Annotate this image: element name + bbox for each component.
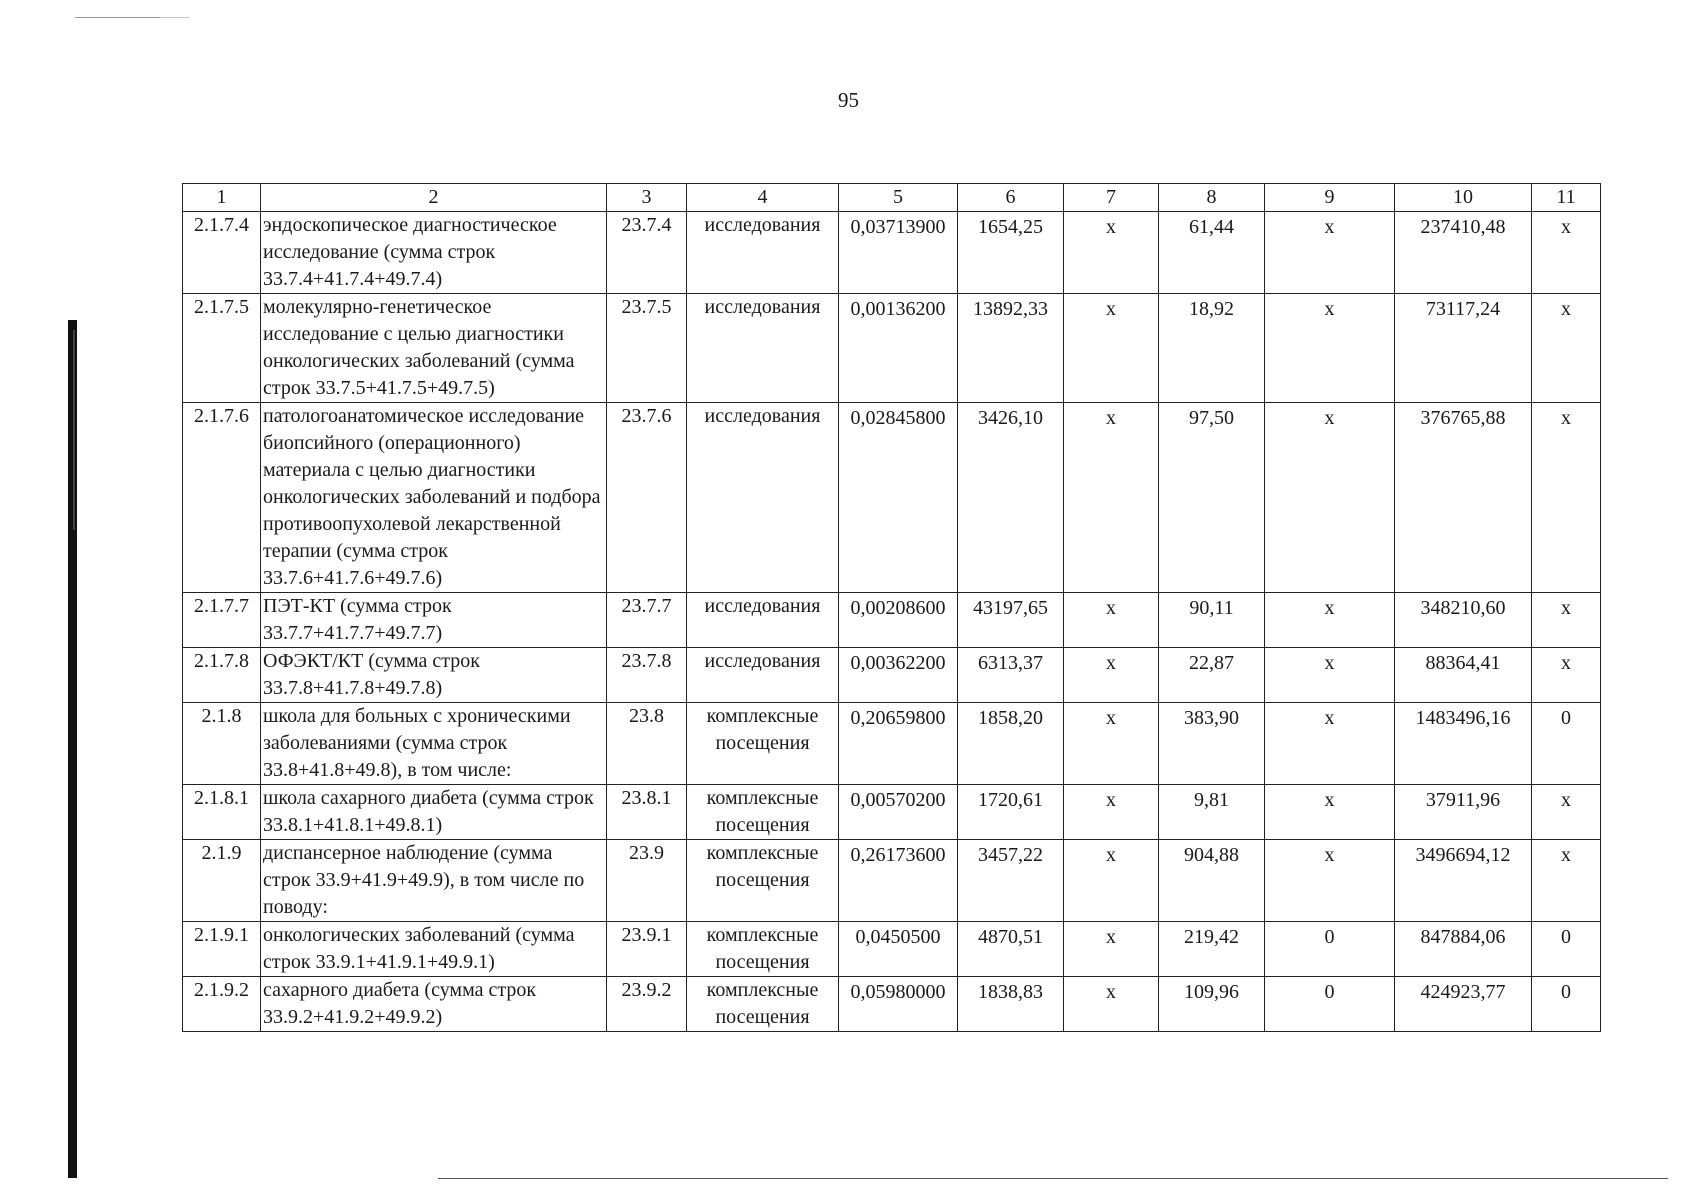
indicator-name-cell: школа для больных с хроническими заболеваниями (сумма строк 33.8+41.8+49.8), в том числе: — [261, 703, 607, 785]
col8-cell: 90,11 — [1159, 593, 1265, 648]
col7-cell: х — [1064, 840, 1159, 922]
col10-cell: 1483496,16 — [1395, 703, 1532, 785]
col7-cell: х — [1064, 593, 1159, 648]
col10-cell: 3496694,12 — [1395, 840, 1532, 922]
header-cell: 5 — [839, 184, 958, 212]
line-code-cell: 23.8.1 — [607, 785, 687, 840]
header-cell: 1 — [183, 184, 261, 212]
col9-cell: х — [1265, 648, 1395, 703]
row-number-cell: 2.1.7.5 — [183, 294, 261, 403]
col9-cell: х — [1265, 294, 1395, 403]
col7-cell: х — [1064, 922, 1159, 977]
volume-cell: 0,0450500 — [839, 922, 958, 977]
line-code-cell: 23.8 — [607, 703, 687, 785]
cost-cell: 3426,10 — [958, 403, 1064, 593]
col9-cell: х — [1265, 593, 1395, 648]
indicator-name-cell: школа сахарного диабета (сумма строк 33.8.1+41.8.1+49.8.1) — [261, 785, 607, 840]
col10-cell: 847884,06 — [1395, 922, 1532, 977]
row-number-cell: 2.1.7.7 — [183, 593, 261, 648]
header-cell: 4 — [687, 184, 839, 212]
volume-cell: 0,02845800 — [839, 403, 958, 593]
table-row — [183, 785, 1601, 840]
unit-cell: исследования — [687, 648, 839, 703]
volume-cell: 0,00362200 — [839, 648, 958, 703]
cost-cell: 43197,65 — [958, 593, 1064, 648]
col9-cell: х — [1265, 703, 1395, 785]
header-cell: 11 — [1532, 184, 1601, 212]
col7-cell: х — [1064, 703, 1159, 785]
line-code-cell: 23.9 — [607, 840, 687, 922]
line-code-cell: 23.7.6 — [607, 403, 687, 593]
volume-cell: 0,20659800 — [839, 703, 958, 785]
header-cell: 9 — [1265, 184, 1395, 212]
table-row — [183, 403, 1601, 593]
col7-cell: х — [1064, 785, 1159, 840]
unit-cell: исследования — [687, 403, 839, 593]
col11-cell: 0 — [1532, 922, 1601, 977]
row-number-cell: 2.1.9.2 — [183, 977, 261, 1032]
header-cell: 7 — [1064, 184, 1159, 212]
scan-bottom-line — [438, 1178, 1668, 1179]
col8-cell: 383,90 — [1159, 703, 1265, 785]
col11-cell: х — [1532, 212, 1601, 294]
header-cell: 3 — [607, 184, 687, 212]
indicator-name-cell: молекулярно-генетическое исследование с целью диагностики онкологических заболеваний (сумма строк 33.7.5+41.7.5+49.7.5) — [261, 294, 607, 403]
table-row — [183, 294, 1601, 403]
unit-cell: исследования — [687, 294, 839, 403]
header-cell: 8 — [1159, 184, 1265, 212]
cost-cell: 3457,22 — [958, 840, 1064, 922]
col9-cell: х — [1265, 840, 1395, 922]
indicator-name-cell: диспансерное наблюдение (сумма строк 33.9+41.9+49.9), в том числе по поводу: — [261, 840, 607, 922]
volume-cell: 0,26173600 — [839, 840, 958, 922]
table-row — [183, 212, 1601, 294]
line-code-cell: 23.7.8 — [607, 648, 687, 703]
unit-cell: комплексные посещения — [687, 703, 839, 785]
unit-cell: исследования — [687, 593, 839, 648]
volume-cell: 0,00208600 — [839, 593, 958, 648]
cost-cell: 13892,33 — [958, 294, 1064, 403]
header-cell: 2 — [261, 184, 607, 212]
row-number-cell: 2.1.7.6 — [183, 403, 261, 593]
volume-cell: 0,05980000 — [839, 977, 958, 1032]
row-number-cell: 2.1.8 — [183, 703, 261, 785]
col11-cell: х — [1532, 403, 1601, 593]
table-row — [183, 648, 1601, 703]
line-code-cell: 23.7.7 — [607, 593, 687, 648]
col8-cell: 9,81 — [1159, 785, 1265, 840]
cost-cell: 1654,25 — [958, 212, 1064, 294]
indicator-name-cell: ОФЭКТ/КТ (сумма строк 33.7.8+41.7.8+49.7.8) — [261, 648, 607, 703]
cost-cell: 1858,20 — [958, 703, 1064, 785]
col9-cell: 0 — [1265, 977, 1395, 1032]
unit-cell: комплексные посещения — [687, 977, 839, 1032]
row-number-cell: 2.1.9 — [183, 840, 261, 922]
col8-cell: 22,87 — [1159, 648, 1265, 703]
volume-cell: 0,03713900 — [839, 212, 958, 294]
volume-cell: 0,00136200 — [839, 294, 958, 403]
col7-cell: х — [1064, 977, 1159, 1032]
page-number: 95 — [838, 88, 859, 112]
col11-cell: х — [1532, 785, 1601, 840]
scan-artifact-top-faint — [160, 17, 190, 18]
col8-cell: 904,88 — [1159, 840, 1265, 922]
col7-cell: х — [1064, 403, 1159, 593]
col10-cell: 424923,77 — [1395, 977, 1532, 1032]
indicator-name-cell: эндоскопическое диагностическое исследование (сумма строк 33.7.4+41.7.4+49.7.4) — [261, 212, 607, 294]
cost-cell: 1838,83 — [958, 977, 1064, 1032]
col11-cell: 0 — [1532, 703, 1601, 785]
col9-cell: х — [1265, 212, 1395, 294]
row-number-cell: 2.1.7.4 — [183, 212, 261, 294]
row-number-cell: 2.1.7.8 — [183, 648, 261, 703]
col7-cell: х — [1064, 294, 1159, 403]
table-row — [183, 977, 1601, 1032]
unit-cell: комплексные посещения — [687, 922, 839, 977]
col10-cell: 37911,96 — [1395, 785, 1532, 840]
col10-cell: 237410,48 — [1395, 212, 1532, 294]
header-row — [183, 184, 1601, 212]
col7-cell: х — [1064, 648, 1159, 703]
col8-cell: 61,44 — [1159, 212, 1265, 294]
col11-cell: х — [1532, 294, 1601, 403]
cost-cell: 4870,51 — [958, 922, 1064, 977]
col7-cell: х — [1064, 212, 1159, 294]
table-row — [183, 593, 1601, 648]
indicator-name-cell: онкологических заболеваний (сумма строк 33.9.1+41.9.1+49.9.1) — [261, 922, 607, 977]
row-number-cell: 2.1.8.1 — [183, 785, 261, 840]
line-code-cell: 23.9.1 — [607, 922, 687, 977]
header-cell: 6 — [958, 184, 1064, 212]
col8-cell: 109,96 — [1159, 977, 1265, 1032]
cost-cell: 6313,37 — [958, 648, 1064, 703]
unit-cell: комплексные посещения — [687, 785, 839, 840]
col10-cell: 348210,60 — [1395, 593, 1532, 648]
indicator-name-cell: патологоанатомическое исследование биопсийного (операционного) материала с целью диагностики онкологических заболеваний и подбора противоопухолевой лекарственной терапии (сумма строк 33.7.6+41.7.6+49.7.6) — [261, 403, 607, 593]
header-cell: 10 — [1395, 184, 1532, 212]
col10-cell: 73117,24 — [1395, 294, 1532, 403]
data-table — [182, 183, 1601, 1032]
table-row — [183, 840, 1601, 922]
col8-cell: 219,42 — [1159, 922, 1265, 977]
volume-cell: 0,00570200 — [839, 785, 958, 840]
table-row — [183, 922, 1601, 977]
table-row — [183, 703, 1601, 785]
col10-cell: 88364,41 — [1395, 648, 1532, 703]
unit-cell: комплексные посещения — [687, 840, 839, 922]
line-code-cell: 23.7.4 — [607, 212, 687, 294]
col9-cell: 0 — [1265, 922, 1395, 977]
line-code-cell: 23.7.5 — [607, 294, 687, 403]
col8-cell: 97,50 — [1159, 403, 1265, 593]
col11-cell: х — [1532, 593, 1601, 648]
unit-cell: исследования — [687, 212, 839, 294]
row-number-cell: 2.1.9.1 — [183, 922, 261, 977]
col10-cell: 376765,88 — [1395, 403, 1532, 593]
indicator-name-cell: ПЭТ-КТ (сумма строк 33.7.7+41.7.7+49.7.7) — [261, 593, 607, 648]
col11-cell: 0 — [1532, 977, 1601, 1032]
indicator-name-cell: сахарного диабета (сумма строк 33.9.2+41.9.2+49.9.2) — [261, 977, 607, 1032]
scan-edge-thin — [73, 330, 75, 530]
col11-cell: х — [1532, 648, 1601, 703]
line-code-cell: 23.9.2 — [607, 977, 687, 1032]
col9-cell: х — [1265, 785, 1395, 840]
col11-cell: х — [1532, 840, 1601, 922]
col9-cell: х — [1265, 403, 1395, 593]
cost-cell: 1720,61 — [958, 785, 1064, 840]
col8-cell: 18,92 — [1159, 294, 1265, 403]
